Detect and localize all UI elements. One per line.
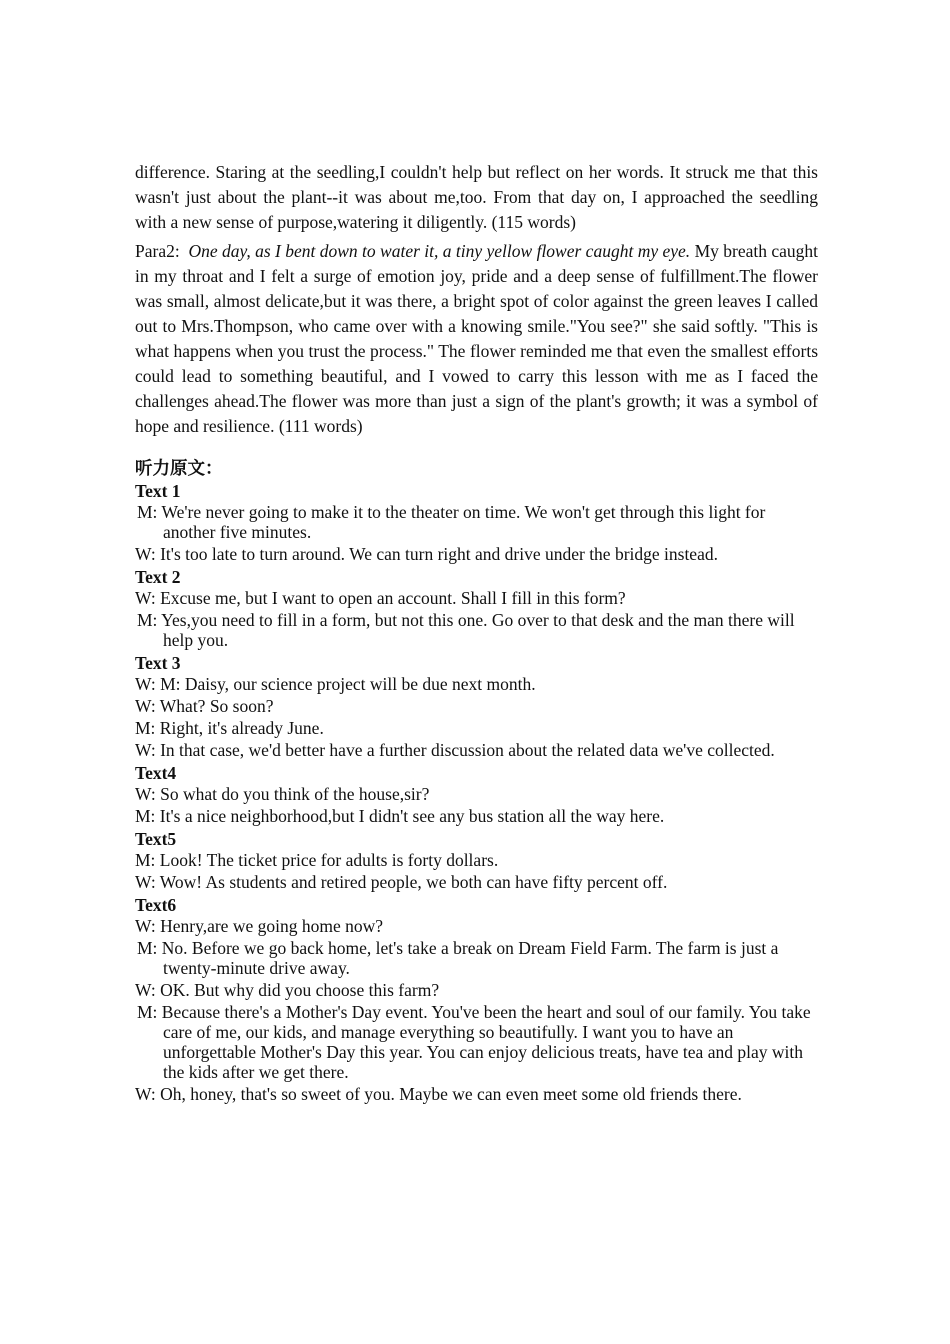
- dialogue-line: M: Because there's a Mother's Day event. You've been the heart and soul of our family. You take care of me, our kids, and manage everything so beautifully. I want you to have an unforgettable Mother's Day this year. You can enjoy delicious treats, have tea and play with the kids after we get there.: [137, 1002, 811, 1082]
- essay-paragraph-2-text: My breath caught in my throat and I felt a surge of emotion joy, pride and a deep sense of fulfillment.The flower was small, almost delicate,but it was there, a bright spot of color against the green leaves I called out to Mrs.Thompson, who came over with a knowing smile."You see?" she said softly. "This is what happens when you trust the process." The flower reminded me that even the smallest efforts could lead to something beautiful, and I vowed to carry this lesson with me as I faced the challenges ahead.The flower was more than just a sign of the plant's growth; it was a symbol of hope and resilience. (111 words): [135, 241, 819, 436]
- dialogue-line: W: It's too late to turn around. We can turn right and drive under the bridge instead.: [135, 544, 718, 564]
- dialogue-line: W: M: Daisy, our science project will be due next month.: [135, 674, 536, 694]
- dialogue-line: W: Wow! As students and retired people, we both can have fifty percent off.: [135, 872, 668, 892]
- dialogue-line: W: What? So soon?: [135, 696, 274, 716]
- listening-transcript: [135, 458, 818, 1104]
- transcript-section-5: [135, 828, 818, 892]
- dialogue-line: M: Right, it's already June.: [135, 718, 324, 738]
- section-title: Text 2: [135, 567, 181, 587]
- document-page: [135, 160, 818, 1106]
- transcript-section-2: [135, 566, 818, 650]
- section-title: Text 3: [135, 653, 181, 673]
- essay-paragraph-1-text: difference. Staring at the seedling,I couldn't help but reflect on her words. It struck me that this wasn't just about the plant--it was about me,too. From that day on, I approached the seedling with a new sense of purpose,watering it diligently. (115 words): [135, 162, 818, 232]
- essay-paragraph-1: [135, 160, 818, 235]
- section-spacer: [135, 439, 818, 458]
- dialogue-line: W: Henry,are we going home now?: [135, 916, 383, 936]
- dialogue-line: W: So what do you think of the house,sir?: [135, 784, 430, 804]
- essay-paragraph-2-opening: One day, as I bent down to water it, a tiny yellow flower caught my eye.: [188, 241, 691, 261]
- section-title: Text6: [135, 895, 177, 915]
- dialogue-line: W: Oh, honey, that's so sweet of you. Maybe we can even meet some old friends there.: [135, 1084, 742, 1104]
- section-title: Text 1: [135, 481, 181, 501]
- dialogue-line: M: Look! The ticket price for adults is forty dollars.: [135, 850, 499, 870]
- dialogue-line: M: Yes,you need to fill in a form, but not this one. Go over to that desk and the man there will help you.: [137, 610, 795, 650]
- dialogue-line: W: Excuse me, but I want to open an account. Shall I fill in this form?: [135, 588, 626, 608]
- transcript-heading: 听力原文：: [135, 459, 223, 479]
- dialogue-line: M: It's a nice neighborhood,but I didn't see any bus station all the way here.: [135, 806, 665, 826]
- section-title: Text5: [135, 829, 177, 849]
- transcript-section-1: [135, 480, 818, 564]
- dialogue-line: W: OK. But why did you choose this farm?: [135, 980, 440, 1000]
- dialogue-line: M: No. Before we go back home, let's take a break on Dream Field Farm. The farm is just a twenty-minute drive away.: [137, 938, 779, 978]
- section-title: Text4: [135, 763, 177, 783]
- transcript-section-6: [135, 894, 818, 1104]
- dialogue-line: W: In that case, we'd better have a further discussion about the related data we've collected.: [135, 740, 775, 760]
- essay-paragraph-2: [135, 239, 818, 439]
- essay-paragraph-2-label: Para2:: [135, 241, 180, 261]
- dialogue-line: M: We're never going to make it to the theater on time. We won't get through this light for another five minutes.: [137, 502, 766, 542]
- transcript-section-4: [135, 762, 818, 826]
- transcript-section-3: [135, 652, 818, 760]
